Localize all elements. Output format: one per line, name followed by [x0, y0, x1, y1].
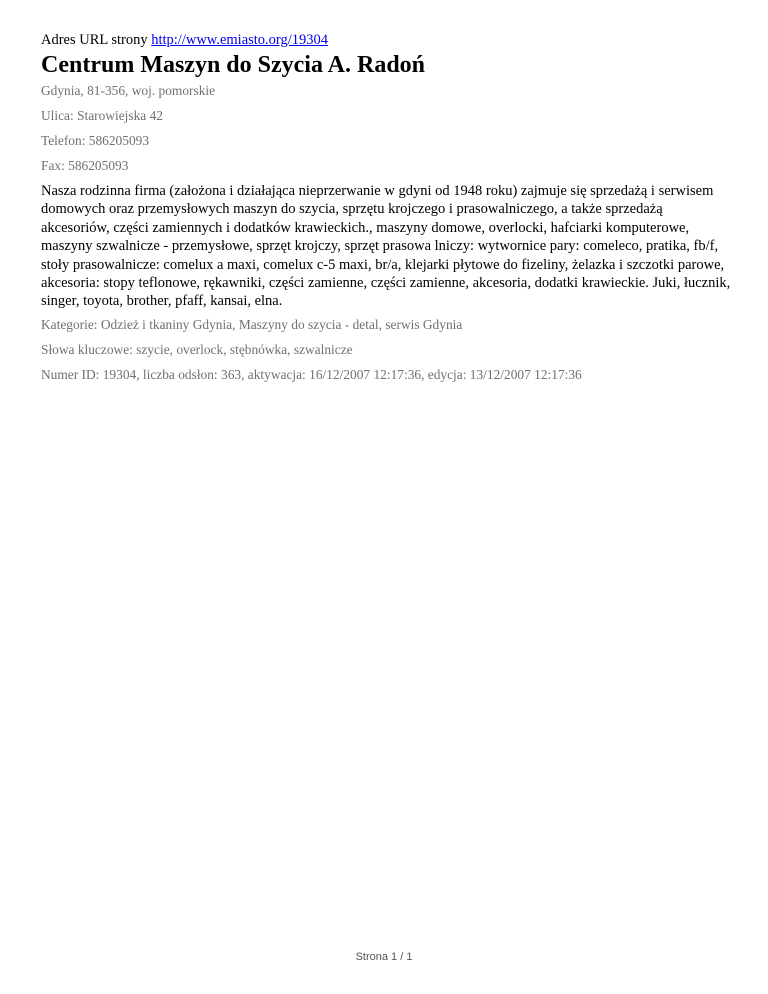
record-info-line: Numer ID: 19304, liczba odsłon: 363, aktywacja: 16/12/2007 12:17:36, edycja: 13/12/2007 12:17:36 [41, 366, 582, 382]
description: Nasza rodzinna firma (założona i działająca nieprzerwanie w gdyni od 1948 roku) zajmuje się sprzedażą i serwisem domowych oraz przemysłowych maszyn do szycia, sprzętu krojczego i prasowalniczego, a także sprzedażą akcesoriów, części zamiennych i dodatków krawieckich., maszyny domowe, overlocki, hafciarki komputerowe, maszyny szwalnicze - przemysłowe, sprzęt krojczy, sprzęt prasowa lniczy: wytwornice pary: comeleco, pratika, fb/f, stoły prasowalnicze: comelux a maxi, comelux c-5 maxi, br/a, klejarki płytowe do fizeliny, żelazka i szczotki parowe, akcesoria: stopy teflonowe, rękawniki, części zamienne, części zamienne, akcesoria, dodatki krawieckie. Juki, łucznik, singer, toyota, brother, pfaff, kansai, elna. [41, 183, 731, 310]
fax-line: Fax: 586205093 [41, 158, 129, 173]
phone-line: Telefon: 586205093 [41, 133, 150, 148]
url-label: Adres URL strony [41, 32, 148, 48]
page-content [41, 30, 731, 383]
categories-line: Kategorie: Odzież i tkaniny Gdynia, Maszyny do szycia - detal, serwis Gdynia [41, 316, 463, 332]
page-number: Strona 1 / 1 [355, 951, 413, 963]
street-line: Ulica: Starowiejska 42 [41, 108, 163, 123]
url-link[interactable]: http://www.emiasto.org/19304 [151, 32, 329, 48]
keywords-line: Słowa kluczowe: szycie, overlock, stębnówka, szwalnicze [41, 341, 353, 357]
url-line [41, 30, 731, 50]
page-title: Centrum Maszyn do Szycia A. Radoń [41, 52, 426, 78]
city-line: Gdynia, 81-356, woj. pomorskie [41, 83, 216, 98]
